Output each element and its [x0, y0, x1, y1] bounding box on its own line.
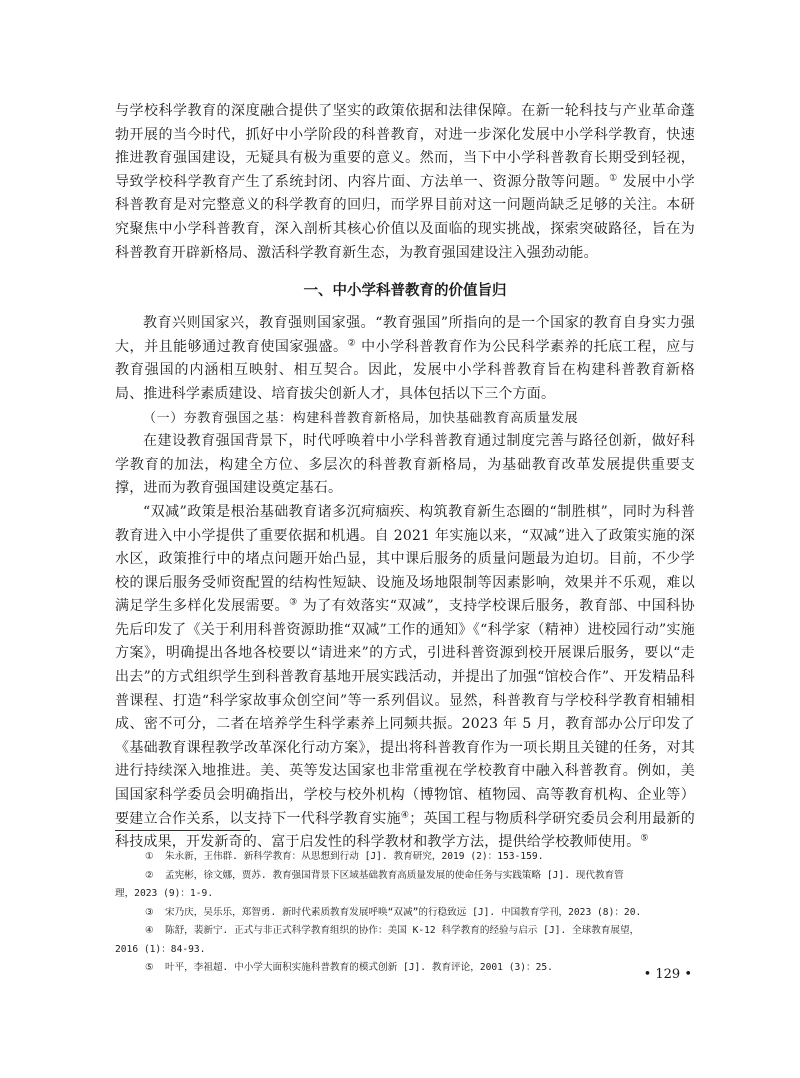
- footnote-continuation: 理，2023 (9)：1-9.: [115, 888, 214, 899]
- footnote-number: ③: [145, 906, 154, 918]
- footnote-ref-4[interactable]: ④: [400, 809, 410, 820]
- footnote-item: [115, 867, 695, 886]
- footnotes: [115, 848, 695, 978]
- footnote-item: [115, 922, 695, 941]
- subsection-heading: （一）夯教育强国之基：构建科普教育新格局，加快基础教育高质量发展: [143, 410, 579, 426]
- footnote-item: [115, 848, 695, 867]
- footnote-text: 朱永新，王伟群. 新科学教育：从思想到行动 [J]. 教育研究，2019 (2)：153-159.: [165, 851, 544, 862]
- footnote-continuation: 2016 (1)：84-93.: [115, 943, 206, 955]
- footnote-number: ④: [145, 925, 154, 936]
- paragraph-text: 发展中小学科普教育是对完整意义的科学教育的回归，而学界目前对这一问题尚缺乏足够的关注。本研究聚焦中小学科普教育，深入剖析其核心价值以及面临的现实挑战，探索突破路径，旨在为科普教育开辟新格局、激活科学教育新生态，为教育强国建设注入强劲动能。: [115, 173, 695, 261]
- paragraph-text: 教育兴则国家兴，教育强则国家强。“教育强国”所指向的是一个国家的教育自身实力强大，并且能够通过教育使国家强盛。: [115, 315, 695, 355]
- paragraph-3: 在建设教育强国背景下，时代呼唤着中小学科普教育通过制度完善与路径创新，做好科学教育的加法，构建全方位、多层次的科普教育新格局，为基础教育改革发展提供重要支撑，进而为教育强国建设奠定基石。: [115, 433, 695, 497]
- paragraph-text: 为了有效落实“双减”，支持学校课后服务，教育部、中国科协先后印发了《关于利用科普资源助推“双减”工作的通知》《“科学家（精神）进校园行动”实施方案》，明确提出各地各校要以“请进来”的方式，引进科普资源到校开展课后服务，要以“走出去”的方式组织学生到科普教育基地开展实践活动，并提出了加强“馆校合作”、开发精品科普课程、打造“科学家故事众创空间”等一系列倡议。显然，科普教育与学校科学教育相辅相成、密不可分，二者在培养学生科学素养上同频共振。2023 年 5 月，教育部办公厅印发了《基础教育课程教学改革深化行动方案》，提出将科普教育作为一项长期且关键的任务，对其进行持续深入地推进。美、英等发达国家也非常重视在学校教育中融入科普教育。例如，美国国家科学委员会明确指出，学校与校外机构（博物馆、植物园、高等教育机构、企业等）要建立合作关系，以支持下一代科学教育实施: [115, 598, 695, 827]
- footnote-text: 宋乃庆，吴乐乐，郑智勇. 新时代素质教育发展呼唤“双减”的行稳致远 [J]. 中国教育学刊，2023 (8)：20.: [165, 906, 642, 918]
- intro-paragraph: [115, 100, 695, 265]
- paragraph-text: 中小学科普教育作为公民科学素养的托底工程，应与教育强国的内涵相互映射、相互契合。因此，发展中小学科普教育旨在构建科普教育新格局、推进科学素质建设、培育拔尖创新人才，具体包括以下三个方面。: [115, 338, 696, 402]
- footnote-ref-2[interactable]: ②: [347, 338, 357, 349]
- footnote-ref-1[interactable]: ①: [609, 173, 618, 184]
- footnote-text: 陈舒，裴新宁. 正式与非正式科学教育组织的协作：美国 K-12 科学教育的经验与启示 [J]. 全球教育展望，: [165, 925, 640, 936]
- paragraph-text: “双减”政策是根治基础教育诸多沉疴痼疾、构筑教育新生态圈的“制胜棋”，同时为科普教育进入中小学提供了重要依据和机遇。自 2021 年实施以来，“双减”进入了政策实施的深水区，政策推行中的堵点问题开始凸显，其中课后服务的质量问题最为迫切。目前，不少学校的课后服务受师资配置的结构性短缺、设施及场地限制等因素影响，效果并不乐观，难以满足学生多样化发展需要。: [115, 503, 695, 615]
- footnote-number: ⑤: [145, 962, 154, 973]
- footnote-divider: [115, 830, 250, 831]
- footnote-text: 孟宪彬，徐文娜，贾苏. 教育强国背景下区域基础教育高质量发展的使命任务与实践策略 [J]. 现代教育管: [165, 869, 624, 881]
- footnote-number: ①: [145, 851, 154, 862]
- footnote-ref-5[interactable]: ⑤: [640, 833, 649, 844]
- paragraph-2: [115, 312, 695, 406]
- main-body: [115, 100, 695, 855]
- footnote-text: 叶平，李祖超. 中小学大面积实施科普教育的模式创新 [J]. 教育评论，2001 (3)：25.: [165, 962, 553, 973]
- paragraph-4: [115, 501, 695, 855]
- footnote-ref-3[interactable]: ③: [289, 597, 298, 608]
- footnote-item: [115, 904, 695, 923]
- section-heading: 一、中小学科普教育的价值旨归: [303, 283, 507, 300]
- page-number: • 129 •: [643, 967, 692, 982]
- footnote-number: ②: [145, 869, 154, 881]
- paragraph-text: 与学校科学教育的深度融合提供了坚实的政策依据和法律保障。在新一轮科技与产业革命蓬勃开展的当今时代，抓好中小学阶段的科普教育，对进一步深化发展中小学科学教育，快速推进教育强国建设，无疑具有极为重要的意义。然而，当下中小学科普教育长期受到轻视，导致学校科学教育产生了系统封闭、内容片面、方法单一、资源分散等问题。: [115, 103, 695, 190]
- footnote-item: [115, 959, 695, 978]
- paragraph-text: ；英国工程与物质科学研究委员会利用最新的科技成果，开发新奇的、富于启发性的科学教材和教学方法，提供给学校教师使用。: [115, 810, 695, 851]
